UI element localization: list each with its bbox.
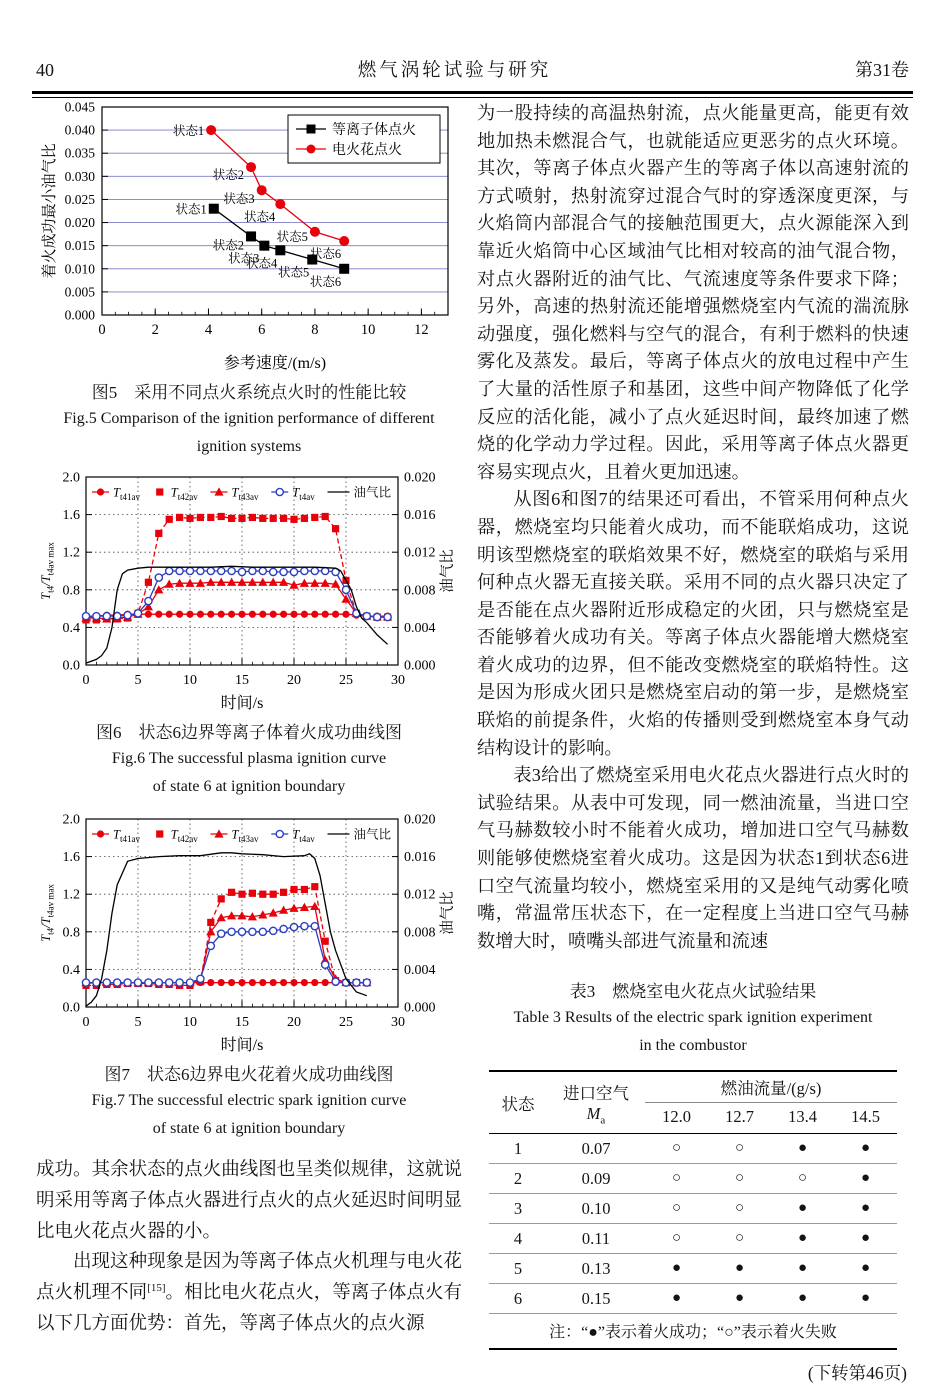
svg-text:0.000: 0.000 [404, 1000, 436, 1016]
figure7-chart [36, 811, 460, 1057]
body-paragraph [36, 1247, 462, 1339]
table3-caption-cn: 表3 燃烧室电火花点火试验结果 [569, 982, 817, 1002]
svg-text:0: 0 [98, 322, 106, 338]
table3-caption [477, 979, 909, 1060]
figure6-caption-cn: 图6 状态6边界等离子体着火成功曲线图 [96, 723, 402, 742]
svg-text:0.000: 0.000 [64, 307, 95, 323]
mach-subscript: a [600, 1114, 606, 1127]
cell-result: ● [645, 1254, 708, 1284]
figure6-caption-en: of state 6 at ignition boundary [152, 778, 346, 795]
figure5-caption-en: Fig.5 Comparison of the ignition performance of different [63, 410, 435, 427]
cell-result: ● [708, 1254, 771, 1284]
cell-result: ● [771, 1224, 834, 1254]
svg-text:4: 4 [204, 322, 213, 338]
cell-mach: 0.13 [547, 1254, 645, 1284]
figure5-caption-cn: 图5 采用不同点火系统点火时的性能比较 [91, 383, 407, 402]
figure7-caption-cn: 图7 状态6边界电火花着火成功曲线图 [104, 1065, 394, 1084]
cell-result: ○ [708, 1194, 771, 1224]
svg-text:状态3: 状态3 [228, 251, 260, 266]
table3 [489, 1070, 897, 1350]
cell-result: ● [834, 1284, 897, 1314]
svg-text:油气比: 油气比 [440, 549, 456, 593]
cell-mach: 0.09 [547, 1164, 645, 1194]
svg-text:Tt43av: $T_{t43av}$ [231, 485, 259, 502]
cell-result: ● [771, 1134, 834, 1164]
cell-result: ● [834, 1164, 897, 1194]
svg-text:0.030: 0.030 [64, 168, 95, 184]
svg-text:1.2: 1.2 [62, 887, 80, 903]
cell-state: 5 [489, 1254, 547, 1284]
svg-text:30: 30 [391, 1015, 405, 1030]
svg-text:油气比: 油气比 [440, 891, 456, 935]
svg-text:0.035: 0.035 [64, 145, 95, 161]
svg-text:等离子体点火: 等离子体点火 [332, 123, 416, 138]
cell-result: ○ [645, 1194, 708, 1224]
left-column-text [36, 1155, 462, 1340]
mach-symbol: M [586, 1103, 601, 1123]
paragraph-text: 出现这种现象是因为等离子体点火机理与电火花点火机理不同 [36, 1252, 462, 1304]
figure7-caption-en: Fig.7 The successful electric spark ignition curve [91, 1092, 407, 1109]
table-row [489, 1194, 897, 1224]
svg-text:状态3: 状态3 [223, 192, 255, 207]
svg-text:6: 6 [258, 322, 266, 338]
svg-text:0.000: 0.000 [404, 658, 436, 674]
svg-text:8: 8 [311, 322, 319, 338]
right-column-text [477, 100, 909, 955]
cell-state: 6 [489, 1284, 547, 1314]
svg-text:Tt4/Tt4av max: $T_{t4}/T_{t4av max}$ [39, 542, 56, 600]
svg-text:0.020: 0.020 [404, 812, 436, 828]
figure6-caption [36, 720, 462, 801]
cell-result: ● [645, 1284, 708, 1314]
table3-section [477, 979, 909, 1350]
table3-body [489, 1134, 897, 1314]
table-note: 注：“●”表示着火成功；“○”表示着火失败 [549, 1324, 837, 1342]
svg-text:1.6: 1.6 [62, 850, 80, 866]
table-row [489, 1164, 897, 1194]
svg-text:0.020: 0.020 [64, 215, 95, 231]
volume-label: 第31卷 [854, 60, 909, 80]
page-number: 40 [36, 60, 54, 80]
svg-text:0.4: 0.4 [62, 962, 80, 978]
svg-text:状态5: 状态5 [276, 229, 308, 244]
svg-text:5: 5 [134, 1015, 142, 1030]
svg-text:Tt41av: $T_{t41av}$ [113, 827, 140, 844]
cell-result: ○ [708, 1164, 771, 1194]
svg-text:0.012: 0.012 [404, 545, 436, 561]
svg-text:10: 10 [183, 1015, 197, 1030]
cell-result: ● [834, 1224, 897, 1254]
svg-text:0: 0 [82, 673, 90, 688]
cell-result: ○ [645, 1134, 708, 1164]
svg-text:25: 25 [339, 673, 353, 688]
svg-text:Tt42av: $T_{t42av}$ [170, 827, 198, 844]
svg-text:Tt41av: $T_{t41av}$ [113, 485, 140, 502]
body-paragraph: 成功。其余状态的点火曲线图也呈类似规律，这就说明采用等离子体点火器进行点火的点火延迟时间明显比电火花点火器的小。 [36, 1160, 462, 1242]
figure6-caption-en: Fig.6 The successful plasma ignition curve [111, 750, 387, 767]
cell-result: ● [771, 1194, 834, 1224]
svg-text:Tt4av: $T_{t4av}$ [292, 485, 315, 502]
svg-text:12: 12 [414, 322, 429, 338]
cell-result: ○ [708, 1134, 771, 1164]
body-paragraph: 表3给出了燃烧室采用电火花点火器进行点火时的试验结果。从表中可发现，同一燃油流量，当进口空气马赫数较小时不能着火成功，增加进口空气马赫数则能够使燃烧室着火成功。这是因为状态1到状态6进口空气流量均较小，燃烧室采用的又是纯气动雾化喷嘴，常温常压状态下，在一定程度上当进口空气马赫数增大时，喷嘴头部进气流量和流速 [477, 765, 909, 951]
page-header [36, 56, 909, 82]
col-header-fuel-12.0: 12.0 [645, 1103, 708, 1134]
cell-result: ● [771, 1284, 834, 1314]
svg-text:状态6: 状态6 [309, 274, 342, 289]
svg-text:油气比: 油气比 [353, 827, 392, 842]
cell-state: 3 [489, 1194, 547, 1224]
svg-text:0.045: 0.045 [64, 99, 95, 115]
paragraph-text: 。相比电火花点火，等离子体点火有以下几方面优势：首先，等离子体点火的点火源 [36, 1283, 462, 1334]
cell-result: ○ [645, 1224, 708, 1254]
cell-result: ○ [771, 1164, 834, 1194]
svg-text:0.015: 0.015 [64, 238, 95, 254]
svg-text:Tt4av: $T_{t4av}$ [292, 827, 315, 844]
svg-text:10: 10 [183, 673, 197, 688]
svg-text:状态6: 状态6 [309, 247, 342, 262]
col-header-fuel-13.4: 13.4 [771, 1103, 834, 1134]
svg-text:15: 15 [235, 1015, 249, 1030]
figure6-chart [36, 469, 460, 715]
svg-text:0: 0 [82, 1015, 90, 1030]
col-header-fuel-12.7: 12.7 [708, 1103, 771, 1134]
svg-text:0.008: 0.008 [404, 925, 436, 941]
cell-state: 4 [489, 1224, 547, 1254]
journal-title: 燃气涡轮试验与研究 [357, 61, 552, 81]
svg-text:油气比: 油气比 [353, 485, 392, 500]
svg-text:0.025: 0.025 [64, 191, 95, 207]
col-header-fuel-flow: 燃油流量/(g/s) [645, 1071, 897, 1103]
svg-text:0.0: 0.0 [62, 1000, 80, 1016]
cell-result: ● [834, 1254, 897, 1284]
cell-mach: 0.07 [547, 1134, 645, 1164]
col-header-fuel-14.5: 14.5 [834, 1103, 897, 1134]
svg-text:0.4: 0.4 [62, 620, 80, 636]
inlet-air-label: 进口空气 [563, 1083, 629, 1103]
continuation-note: (下转第46页) [807, 1363, 907, 1384]
citation-ref: [15] [147, 1282, 166, 1295]
body-paragraph: 为一股持续的高温热射流，点火能量更高，能更有效地加热未燃混合气，也就能适应更恶劣的点火环境。其次，等离子体点火器产生的等离子体以高速射流的方式喷射，热射流穿过混合气时的穿透深度更深，与火焰筒内部混合气的接触范围更大，点火源能深入到靠近火焰筒中心区域油气比相对较高的油气混合物，对点火器附近的油气比、气流速度等条件要求下降；另外，高速的热射流还能增强燃烧室内气流的湍流脉动强度，强化燃料与空气的混合，有利于燃料的快速雾化及蒸发。最后，等离子体点火的放电过程中产生了大量的活性原子和基团，这些中间产物降低了化学反应的活化能，减小了点火延迟时间，最终加速了燃烧的化学动力学过程。因此，采用等离子体点火器更容易实现点火，且着火更加迅速。 [477, 103, 909, 482]
cell-state: 2 [489, 1164, 547, 1194]
cell-mach: 0.10 [547, 1194, 645, 1224]
svg-text:状态4: 状态4 [246, 256, 278, 271]
svg-text:时间/s: 时间/s [220, 695, 264, 712]
cell-mach: 0.15 [547, 1284, 645, 1314]
right-column [477, 100, 909, 1385]
cell-result: ○ [708, 1224, 771, 1254]
svg-text:0.040: 0.040 [64, 122, 95, 138]
svg-text:电火花点火: 电火花点火 [332, 143, 402, 158]
cell-result: ● [834, 1194, 897, 1224]
col-header-state: 状态 [489, 1071, 547, 1134]
svg-text:2.0: 2.0 [62, 470, 80, 486]
table-row [489, 1284, 897, 1314]
svg-text:Tt43av: $T_{t43av}$ [231, 827, 259, 844]
svg-text:0.004: 0.004 [404, 620, 436, 636]
svg-text:25: 25 [339, 1015, 353, 1030]
svg-text:状态2: 状态2 [212, 168, 245, 183]
cell-result: ● [708, 1284, 771, 1314]
table-row [489, 1224, 897, 1254]
svg-text:0.020: 0.020 [404, 470, 436, 486]
left-column [36, 97, 462, 1340]
svg-text:参考速度/(m/s): 参考速度/(m/s) [223, 355, 327, 372]
table3-caption-en: in the combustor [639, 1037, 747, 1055]
body-paragraph: 从图6和图7的结果还可看出，不管采用何种点火器，燃烧室均只能着火成功，而不能联焰成功，这说明该型燃烧室的联焰效果不好，燃烧室的联焰与采用何种点火器无直接关联。采用不同的点火器只决定了是否能在点火器附近形成稳定的火团，只与燃烧室是否能够着火成功有关。等离子体点火器能增大燃烧室着火成功的边界，但不能改变燃烧室的联焰特性。这是因为形成火团只是燃烧室启动的第一步，是燃烧室联焰的前提条件，火焰的传播则受到燃烧室本身气动结构设计的影响。 [477, 489, 909, 758]
cell-mach: 0.11 [547, 1224, 645, 1254]
svg-text:20: 20 [287, 673, 301, 688]
col-header-inlet-air [547, 1071, 645, 1134]
svg-text:0.008: 0.008 [404, 583, 436, 599]
svg-text:状态1: 状态1 [172, 124, 205, 139]
svg-text:0.8: 0.8 [62, 925, 80, 941]
svg-text:时间/s: 时间/s [220, 1037, 264, 1054]
svg-text:0.016: 0.016 [404, 508, 436, 524]
table-row [489, 1134, 897, 1164]
svg-text:10: 10 [360, 322, 376, 338]
svg-text:0.8: 0.8 [62, 583, 80, 599]
figure5-caption-en: ignition systems [196, 438, 302, 455]
table3-caption-en: Table 3 Results of the electric spark ignition experiment [513, 1009, 873, 1027]
figure5-caption [36, 380, 462, 461]
figure7-caption-en: of state 6 at ignition boundary [152, 1120, 346, 1137]
cell-result: ○ [645, 1164, 708, 1194]
svg-text:30: 30 [391, 673, 405, 688]
figure7-caption [36, 1062, 462, 1143]
figure5-chart [36, 97, 460, 375]
svg-text:0.010: 0.010 [64, 261, 95, 277]
svg-text:1.6: 1.6 [62, 508, 80, 524]
cell-result: ● [771, 1254, 834, 1284]
cell-state: 1 [489, 1134, 547, 1164]
svg-text:0.0: 0.0 [62, 658, 80, 674]
svg-text:状态1: 状态1 [175, 202, 207, 217]
svg-text:1.2: 1.2 [62, 545, 80, 561]
svg-text:Tt42av: $T_{t42av}$ [170, 485, 198, 502]
svg-text:状态2: 状态2 [212, 238, 245, 253]
svg-text:5: 5 [134, 673, 142, 688]
cell-result: ● [834, 1134, 897, 1164]
svg-text:0.004: 0.004 [404, 962, 436, 978]
svg-text:状态5: 状态5 [277, 265, 310, 280]
svg-text:0.005: 0.005 [64, 284, 95, 300]
svg-text:Tt4/Tt4av max: $T_{t4}/T_{t4av max}$ [39, 884, 56, 942]
svg-text:状态4: 状态4 [244, 210, 276, 225]
svg-text:2.0: 2.0 [62, 812, 80, 828]
svg-text:15: 15 [235, 673, 249, 688]
svg-text:20: 20 [287, 1015, 301, 1030]
table-row [489, 1254, 897, 1284]
svg-text:着火成功最小油气比: 着火成功最小油气比 [42, 143, 58, 279]
svg-text:0.016: 0.016 [404, 850, 436, 866]
svg-text:2: 2 [151, 322, 159, 338]
svg-text:0.012: 0.012 [404, 887, 436, 903]
